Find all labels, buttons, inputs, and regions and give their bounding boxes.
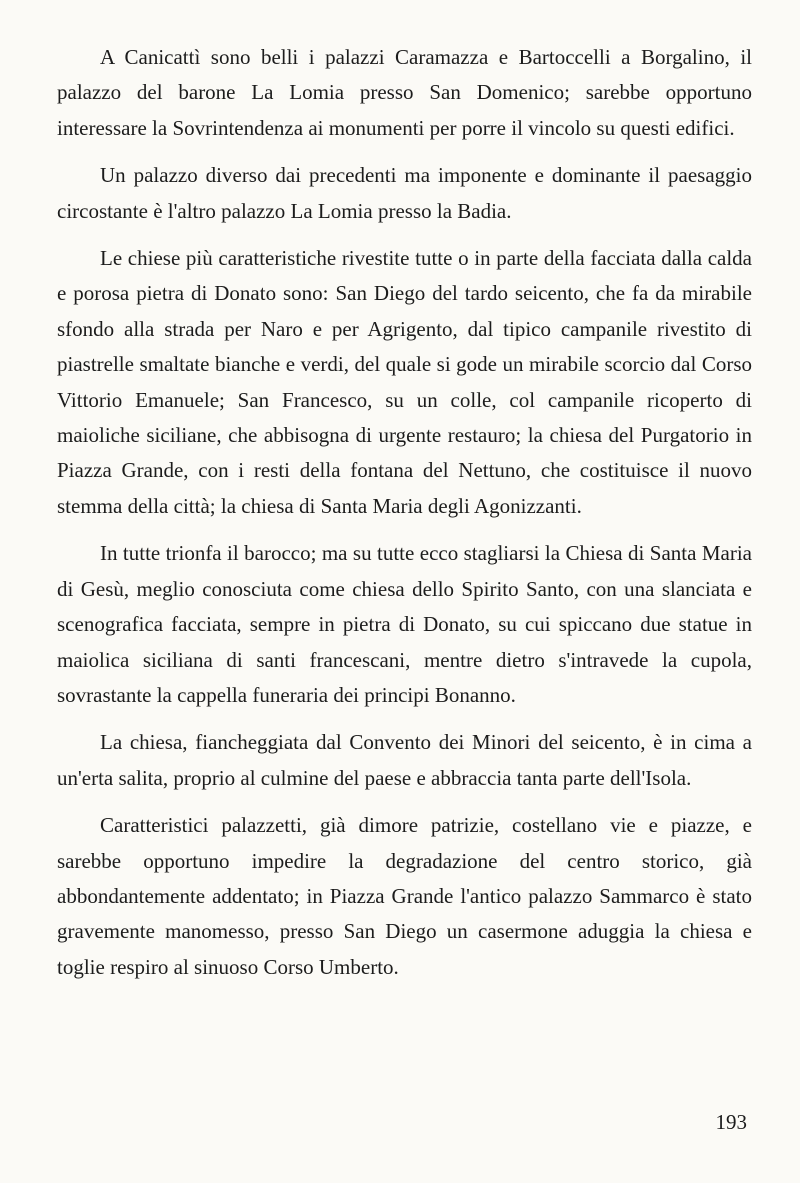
page-body	[57, 40, 752, 985]
paragraph-convento: La chiesa, fiancheggiata dal Convento dei Minori del seicento, è in cima a un'erta salita, proprio al culmine del paese e abbraccia tanta parte dell'Isola.	[57, 730, 752, 790]
page-number: 193	[715, 1110, 747, 1134]
paragraph-palazzetti: Caratteristici palazzetti, già dimore patrizie, costellano vie e piazze, e sarebbe opportuno impedire la degradazione del centro storico, già abbondantemente addentato; in Piazza Grande l'antico palazzo Sammarco è stato gravemente manomesso, presso San Diego un casermone aduggia la chiesa e toglie respiro al sinuoso Corso Umberto.	[57, 813, 752, 979]
paragraph-barocco: In tutte trionfa il barocco; ma su tutte ecco stagliarsi la Chiesa di Santa Maria di Gesù, meglio conosciuta come chiesa dello Spirito Santo, con una slanciata e scenografica facciata, sempre in pietra di Donato, su cui spiccano due statue in maiolica siciliana di santi francescani, mentre dietro s'intravede la cupola, sovrastante la cappella funeraria dei principi Bonanno.	[57, 541, 752, 707]
paragraph-palazzo-la-lomia: Un palazzo diverso dai precedenti ma imponente e dominante il paesaggio circostante è l'altro palazzo La Lomia presso la Badia.	[57, 163, 752, 223]
paragraph-palazzi: A Canicattì sono belli i palazzi Caramazza e Bartoccelli a Borgalino, il palazzo del barone La Lomia presso San Domenico; sarebbe opportuno interessare la Sovrintendenza ai monumenti per porre il vincolo su questi edifici.	[57, 45, 752, 140]
paragraph-chiese: Le chiese più caratteristiche rivestite tutte o in parte della facciata dalla calda e porosa pietra di Donato sono: San Diego del tardo seicento, che fa da mirabile sfondo alla strada per Naro e per Agrigento, dal tipico campanile rivestito di piastrelle smaltate bianche e verdi, del quale si gode un mirabile scorcio dal Corso Vittorio Emanuele; San Francesco, su un colle, col campanile ricoperto di maioliche siciliane, che abbisogna di urgente restauro; la chiesa del Purgatorio in Piazza Grande, con i resti della fontana del Nettuno, che costituisce il nuovo stemma della città; la chiesa di Santa Maria degli Agonizzanti.	[57, 246, 752, 518]
